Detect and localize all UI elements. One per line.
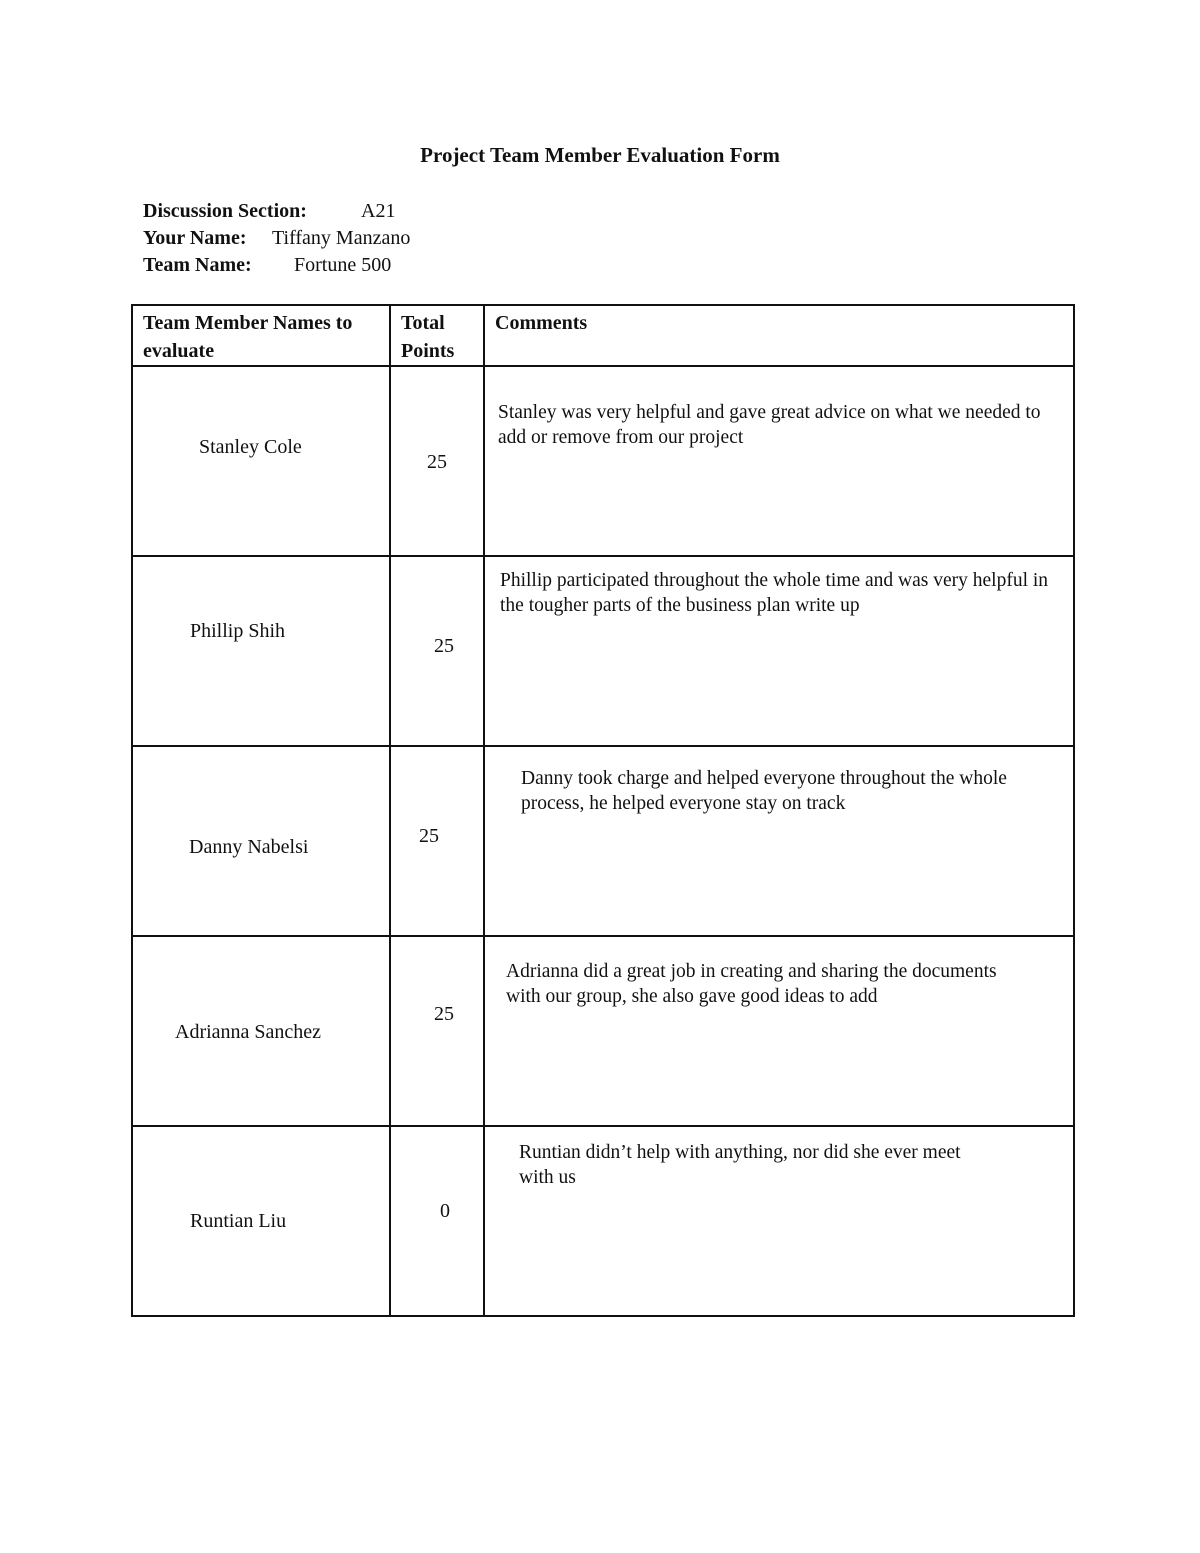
comment-cell bbox=[484, 556, 1074, 746]
table-row bbox=[132, 1126, 1074, 1316]
discussion-section-field bbox=[143, 198, 396, 224]
table-row bbox=[132, 556, 1074, 746]
table-header-row bbox=[132, 305, 1074, 366]
points-cell bbox=[390, 1126, 484, 1316]
member-name: Stanley Cole bbox=[199, 436, 302, 458]
your-name-label: Your Name: bbox=[143, 227, 247, 249]
points-value: 25 bbox=[419, 825, 439, 847]
member-name: Adrianna Sanchez bbox=[175, 1021, 322, 1043]
points-cell bbox=[390, 936, 484, 1126]
table-row bbox=[132, 746, 1074, 936]
your-name-value: Tiffany Manzano bbox=[272, 227, 411, 249]
discussion-section-label: Discussion Section: bbox=[143, 200, 307, 222]
team-name-label: Team Name: bbox=[143, 254, 252, 276]
comment-text: Adrianna did a great job in creating and sharing the documents with our group, she also gave good ideas to add bbox=[506, 961, 997, 1007]
team-name-field bbox=[143, 252, 392, 278]
points-value: 25 bbox=[434, 635, 454, 657]
member-name: Phillip Shih bbox=[190, 620, 286, 642]
points-value: 25 bbox=[427, 451, 447, 473]
points-cell bbox=[390, 556, 484, 746]
your-name-field bbox=[143, 225, 411, 251]
member-name-cell bbox=[132, 746, 390, 936]
comment-text: Phillip participated throughout the whole time and was very helpful in the tougher parts of the business plan write up bbox=[500, 570, 1049, 616]
member-name-cell bbox=[132, 366, 390, 556]
member-name-cell bbox=[132, 936, 390, 1126]
comment-cell bbox=[484, 936, 1074, 1126]
points-value: 25 bbox=[434, 1003, 454, 1025]
comment-cell bbox=[484, 746, 1074, 936]
comment-text: Runtian didn’t help with anything, nor did she ever meet with us bbox=[519, 1142, 961, 1188]
discussion-section-value: A21 bbox=[361, 200, 396, 222]
form-title: Project Team Member Evaluation Form bbox=[420, 143, 780, 167]
member-name-cell bbox=[132, 556, 390, 746]
member-name: Runtian Liu bbox=[190, 1210, 287, 1232]
comment-cell bbox=[484, 1126, 1074, 1316]
header-total-points: Total Points bbox=[390, 305, 484, 366]
comment-text: Danny took charge and helped everyone throughout the whole process, he helped everyone stay on track bbox=[521, 768, 1007, 814]
points-cell bbox=[390, 366, 484, 556]
table-row bbox=[132, 936, 1074, 1126]
header-comments: Comments bbox=[484, 305, 1074, 366]
comment-cell bbox=[484, 366, 1074, 556]
member-name: Danny Nabelsi bbox=[189, 836, 309, 858]
member-name-cell bbox=[132, 1126, 390, 1316]
points-cell bbox=[390, 746, 484, 936]
comment-text: Stanley was very helpful and gave great advice on what we needed to add or remove from our project bbox=[498, 402, 1041, 448]
team-name-value: Fortune 500 bbox=[294, 254, 392, 276]
points-value: 0 bbox=[440, 1200, 450, 1222]
header-team-member-names: Team Member Names to evaluate bbox=[132, 305, 390, 366]
table-row bbox=[132, 366, 1074, 556]
evaluation-table bbox=[131, 304, 1075, 1317]
